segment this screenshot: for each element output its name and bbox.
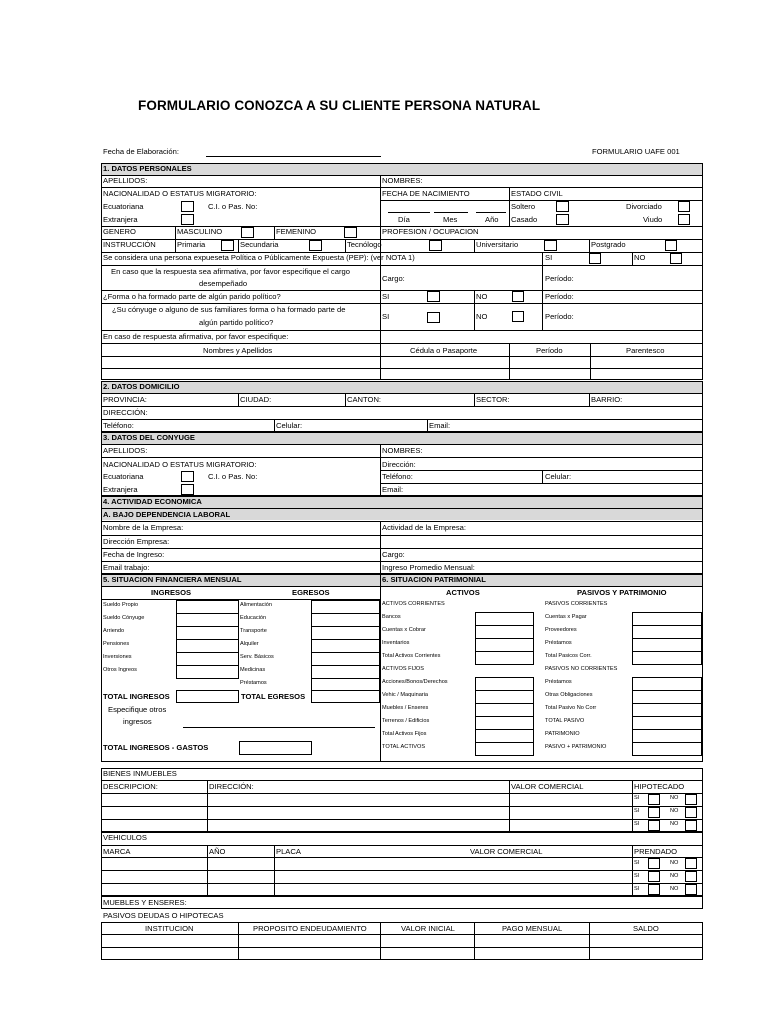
especifique-otros-field[interactable]	[183, 727, 375, 728]
section-4-header: 4. ACTIVIDAD ECONOMICA	[103, 497, 202, 506]
proposito-header: PROPOSITO ENDEUDAMIENTO	[253, 924, 367, 933]
hipotecado-header: HIPOTECADO	[634, 782, 685, 791]
pep-no-checkbox[interactable]	[670, 253, 682, 264]
hipotecado-no-label: NO	[670, 795, 679, 801]
activo-item: Total Activos Fijos	[382, 731, 427, 737]
hipotecado-si-label: SI	[634, 821, 640, 827]
fecha-nacimiento-label: FECHA DE NACIMIENTO	[382, 189, 470, 198]
universitario-checkbox[interactable]	[544, 240, 557, 251]
col-parentesco: Parentesco	[626, 346, 665, 355]
conyuge-telefono-label: Teléfono:	[382, 472, 413, 481]
activo-item: TOTAL ACTIVOS	[382, 744, 426, 750]
conyuge-ecuatoriana-label: Ecuatoriana	[103, 472, 144, 481]
genero-label: GENERO	[103, 227, 136, 236]
ecuatoriana-checkbox[interactable]	[181, 201, 194, 212]
postgrado-label: Postgrado	[591, 240, 626, 249]
ingreso-item: Inversiones	[103, 654, 132, 660]
extranjera-checkbox[interactable]	[181, 214, 194, 225]
partido-si-checkbox[interactable]	[427, 291, 440, 302]
primaria-label: Primaria	[177, 240, 206, 249]
conyuge-apellidos-label: APELLIDOS:	[103, 446, 148, 455]
nacionalidad-label: NACIONALIDAD O ESTATUS MIGRATORIO:	[103, 189, 257, 198]
hipotecado-si-label: SI	[634, 795, 640, 801]
activo-item: Total Activos Corrientes	[382, 653, 441, 659]
total-ingresos-label: TOTAL INGRESOS	[103, 692, 170, 701]
direccion-empresa-label: Dirección Empresa:	[103, 537, 170, 546]
conyuge-partido-line1: ¿Su cónyuge o alguno de sus familiares forma o ha formado parte de	[112, 305, 346, 314]
masculino-label: MASCULINO	[177, 227, 223, 236]
ci-label: C.I. o Pas. No:	[208, 202, 258, 211]
egreso-item: Alquiler	[240, 641, 259, 647]
prendado-no-checkbox[interactable]	[685, 871, 697, 882]
telefono-label: Teléfono:	[103, 421, 134, 430]
activo-item: Acciones/Bonos/Derechos	[382, 679, 448, 685]
ingreso-item: Pensiones	[103, 641, 130, 647]
col-cedula: Cédula o Pasaporte	[410, 346, 478, 355]
nombres-label: NOMBRES:	[382, 176, 423, 185]
pep-question: Se considera una persona expueseta Política o Públicamente Expuesta (PEP): (ver NOTA 1)	[103, 253, 415, 262]
tecnologo-label: Tecnólogo	[347, 240, 382, 249]
canton-label: CANTON:	[347, 395, 382, 404]
bienes-descripcion-header: DESCRIPCION:	[103, 782, 158, 791]
apellidos-label: APELLIDOS:	[103, 176, 148, 185]
partido-no-checkbox[interactable]	[512, 291, 524, 302]
bienes-inmuebles-title: BIENES INMUEBLES	[103, 769, 177, 778]
caso-afirmativo-line1: En caso que la respuesta sea afirmativa, por favor especifique el cargo	[111, 267, 350, 276]
conyuge-si-checkbox[interactable]	[427, 312, 440, 323]
conyuge-partido-line2: algún partido político?	[199, 318, 274, 327]
soltero-checkbox[interactable]	[556, 201, 569, 212]
prendado-header: PRENDADO	[634, 847, 678, 856]
pep-si-label: SI	[545, 253, 553, 262]
provincia-label: PROVINCIA:	[103, 395, 147, 404]
caso-afirmativo-line2: desempeñado	[199, 279, 248, 288]
masculino-checkbox[interactable]	[241, 227, 254, 238]
email-trabajo-label: Email trabajo:	[103, 563, 150, 572]
saldo-header: SALDO	[633, 924, 659, 933]
tecnologo-checkbox[interactable]	[429, 240, 442, 251]
postgrado-checkbox[interactable]	[665, 240, 677, 251]
ingreso-item: Sueldo Propio	[103, 602, 139, 608]
partido-question: ¿Forma o ha formado parte de algún parido político?	[103, 292, 281, 301]
fecha-elaboracion-label: Fecha de Elaboración:	[103, 147, 179, 156]
pasivo-item: PASIVOS CORRIENTES	[545, 601, 608, 607]
prendado-no-checkbox[interactable]	[685, 858, 697, 869]
total-egresos-label: TOTAL EGRESOS	[241, 692, 306, 701]
conyuge-periodo-label: Período:	[545, 312, 574, 321]
activo-item: Terrenos / Edificios	[382, 718, 430, 724]
pasivo-item: Préstamos	[545, 679, 572, 685]
ingresos-heading: INGRESOS	[151, 588, 192, 597]
prendado-si-checkbox[interactable]	[648, 858, 660, 869]
muebles-enseres-label: MUEBLES Y ENSERES:	[103, 898, 187, 907]
pasivo-item: Cuentas x Pagar	[545, 614, 587, 620]
activo-item: Cuentas x Cobrar	[382, 627, 426, 633]
prendado-si-label: SI	[634, 886, 640, 892]
prendado-no-label: NO	[670, 886, 679, 892]
valor-inicial-header: VALOR INICIAL	[401, 924, 455, 933]
prendado-no-label: NO	[670, 873, 679, 879]
pasivo-item: PASIVOS NO CORRIENTES	[545, 666, 618, 672]
institucion-header: INSTITUCION	[145, 924, 194, 933]
viudo-checkbox[interactable]	[678, 214, 690, 225]
muebles-row[interactable]	[101, 896, 703, 909]
actividad-empresa-label: Actividad de la Empresa:	[382, 523, 466, 532]
direccion-label: DIRECCIÓN:	[103, 408, 148, 417]
ciudad-label: CIUDAD:	[240, 395, 272, 404]
activo-item: Vehic / Maquinaria	[382, 692, 429, 698]
form-title: FORMULARIO CONOZCA A SU CLIENTE PERSONA NATURAL	[138, 98, 541, 113]
vehiculos-placa-header: PLACA	[276, 847, 301, 856]
pasivo-item: Otras Obligaciones	[545, 692, 593, 698]
divorciado-label: Divorciado	[626, 202, 662, 211]
section-5-header: 5. SITUACION FINANCIERA MENSUAL	[103, 575, 242, 584]
especifique-label: En caso de respuesta afirmativa, por favor especifique:	[103, 332, 289, 341]
pasivo-item: PASIVO + PATRIMONIO	[545, 744, 607, 750]
conyuge-ecuatoriana-checkbox[interactable]	[181, 471, 194, 482]
pasivo-item: Total Pasivo No Corr	[545, 705, 597, 711]
section-4-subheader: A. BAJO DEPENDENCIA LABORAL	[103, 510, 231, 519]
conyuge-extranjera-label: Extranjera	[103, 485, 138, 494]
conyuge-celular-label: Celular:	[545, 472, 572, 481]
section-3-header: 3. DATOS DEL CONYUGE	[103, 433, 195, 442]
pasivos-heading: PASIVOS Y PATRIMONIO	[577, 588, 667, 597]
casado-label: Casado	[511, 215, 538, 224]
femenino-checkbox[interactable]	[344, 227, 357, 238]
ingreso-item: Arriendo	[103, 628, 125, 634]
pep-si-checkbox[interactable]	[589, 253, 601, 264]
hipotecado-si-checkbox[interactable]	[648, 820, 660, 831]
conyuge-email-label: Email:	[382, 485, 404, 494]
prendado-si-checkbox[interactable]	[648, 871, 660, 882]
egreso-item: Préstamos	[240, 680, 267, 686]
soltero-label: Soltero	[511, 202, 536, 211]
profesion-label: PROFESION / OCUPACION	[382, 227, 479, 236]
fecha-elaboracion-field[interactable]	[206, 156, 381, 157]
hipotecado-si-checkbox[interactable]	[648, 807, 660, 818]
empresa-cargo-label: Cargo:	[382, 550, 405, 559]
hipotecado-si-label: SI	[634, 808, 640, 814]
section-2-header: 2. DATOS DOMICILIO	[103, 382, 180, 391]
hipotecado-no-label: NO	[670, 821, 679, 827]
ingreso-promedio-label: Ingreso Promedio Mensual:	[382, 563, 475, 572]
section-6-header: 6. SITUACION PATRIMONIAL	[382, 575, 486, 584]
universitario-label: Universitario	[476, 240, 519, 249]
conyuge-ci-label: C.I. o Pas. No:	[208, 472, 258, 481]
conyuge-nacionalidad-label: NACIONALIDAD O ESTATUS MIGRATORIO:	[103, 460, 257, 469]
pasivo-item: Proveedores	[545, 627, 577, 633]
vehiculos-table	[101, 832, 703, 896]
email-label: Email:	[429, 421, 451, 430]
vehiculos-title: VEHICULOS	[103, 833, 147, 842]
empresa-label: Nombre de la Empresa:	[103, 523, 184, 532]
anio-label: Año	[485, 215, 499, 224]
pasivos-deudas-title: PASIVOS DEUDAS O HIPOTECAS	[103, 911, 224, 920]
hipotecado-no-checkbox[interactable]	[685, 820, 697, 831]
col-periodo: Período	[536, 346, 563, 355]
especifique-otros-line1: Especifique otros	[108, 705, 167, 714]
total-egresos-field[interactable]	[311, 690, 380, 703]
pep-cargo-label: Cargo:	[382, 274, 405, 283]
section-1-header: 1. DATOS PERSONALES	[103, 164, 192, 173]
bienes-inmuebles-table	[101, 768, 703, 832]
hipotecado-no-checkbox[interactable]	[685, 794, 697, 805]
extranjera-label: Extranjera	[103, 215, 138, 224]
divorciado-checkbox[interactable]	[678, 201, 690, 212]
pago-mensual-header: PAGO MENSUAL	[502, 924, 563, 933]
egreso-item: Educación	[240, 615, 267, 621]
activo-item: ACTIVOS FIJOS	[382, 666, 424, 672]
conyuge-direccion-label: Dirección:	[382, 460, 416, 469]
total-ingresos-gastos-label: TOTAL INGRESOS - GASTOS	[103, 743, 209, 752]
egreso-item: Transporte	[240, 628, 267, 634]
pasivo-item: TOTAL PASIVO	[545, 718, 585, 724]
egresos-heading: EGRESOS	[292, 588, 330, 597]
conyuge-no-label: NO	[476, 312, 488, 321]
especifique-otros-line2: ingresos	[123, 717, 152, 726]
conyuge-extranjera-checkbox[interactable]	[181, 484, 194, 495]
prendado-no-label: NO	[670, 860, 679, 866]
viudo-label: Viudo	[643, 215, 663, 224]
conyuge-si-label: SI	[382, 312, 390, 321]
pasivo-item: Préstamos	[545, 640, 572, 646]
dia-label: Día	[398, 215, 410, 224]
pasivo-item: PATRIMONIO	[545, 731, 580, 737]
pep-no-label: NO	[634, 253, 646, 262]
hipotecado-si-checkbox[interactable]	[648, 794, 660, 805]
partido-no-label: NO	[476, 292, 488, 301]
ingreso-item: Otros Ingreos	[103, 667, 137, 673]
hipotecado-no-label: NO	[670, 808, 679, 814]
mes-label: Mes	[443, 215, 458, 224]
activo-item: Muebles / Enseres	[382, 705, 429, 711]
form-code: FORMULARIO UAFE 001	[592, 147, 680, 156]
ingreso-item: Sueldo Cónyuge	[103, 615, 145, 621]
celular-label: Celular:	[276, 421, 303, 430]
activo-item: ACTIVOS CORRIENTES	[382, 601, 445, 607]
activos-heading: ACTIVOS	[446, 588, 480, 597]
prendado-si-checkbox[interactable]	[648, 884, 660, 895]
egreso-item: Medicinas	[240, 667, 266, 673]
femenino-label: FEMENINO	[276, 227, 317, 236]
conyuge-no-checkbox[interactable]	[512, 311, 524, 322]
col-nombres-apellidos: Nombres y Apellidos	[203, 346, 273, 355]
activo-item: Bancos	[382, 614, 401, 620]
estado-civil-label: ESTADO CIVIL	[511, 189, 563, 198]
prendado-si-label: SI	[634, 860, 640, 866]
primaria-checkbox[interactable]	[221, 240, 234, 251]
pep-periodo-label: Período:	[545, 274, 574, 283]
ecuatoriana-label: Ecuatoriana	[103, 202, 144, 211]
hipotecado-no-checkbox[interactable]	[685, 807, 697, 818]
fecha-ingreso-label: Fecha de Ingreso:	[103, 550, 165, 559]
vehiculos-valor-header: VALOR COMERCIAL	[470, 847, 543, 856]
bienes-direccion-header: DIRECCIÓN:	[209, 782, 254, 791]
bienes-valor-header: VALOR COMERCIAL	[511, 782, 584, 791]
partido-si-label: SI	[382, 292, 390, 301]
barrio-label: BARRIO:	[591, 395, 623, 404]
section-1-header-bg	[102, 164, 702, 175]
vehiculos-anio-header: AÑO	[209, 847, 226, 856]
partido-periodo-label: Período:	[545, 292, 574, 301]
secundaria-label: Secundaria	[240, 240, 279, 249]
total-ingresos-gastos-field[interactable]	[239, 741, 312, 755]
sector-label: SECTOR:	[476, 395, 510, 404]
prendado-si-label: SI	[634, 873, 640, 879]
secundaria-checkbox[interactable]	[309, 240, 322, 251]
instruccion-label: INSTRUCCIÓN	[103, 240, 156, 249]
conyuge-nombres-label: NOMBRES:	[382, 446, 423, 455]
egreso-item: Alimentación	[240, 602, 273, 608]
activo-item: Inventarios	[382, 640, 410, 646]
casado-checkbox[interactable]	[556, 214, 569, 225]
prendado-no-checkbox[interactable]	[685, 884, 697, 895]
egreso-item: Serv. Básicos	[240, 654, 274, 660]
pasivo-item: Total Pasicos Corr.	[545, 653, 592, 659]
vehiculos-marca-header: MARCA	[103, 847, 131, 856]
total-ingresos-field[interactable]	[176, 690, 239, 703]
